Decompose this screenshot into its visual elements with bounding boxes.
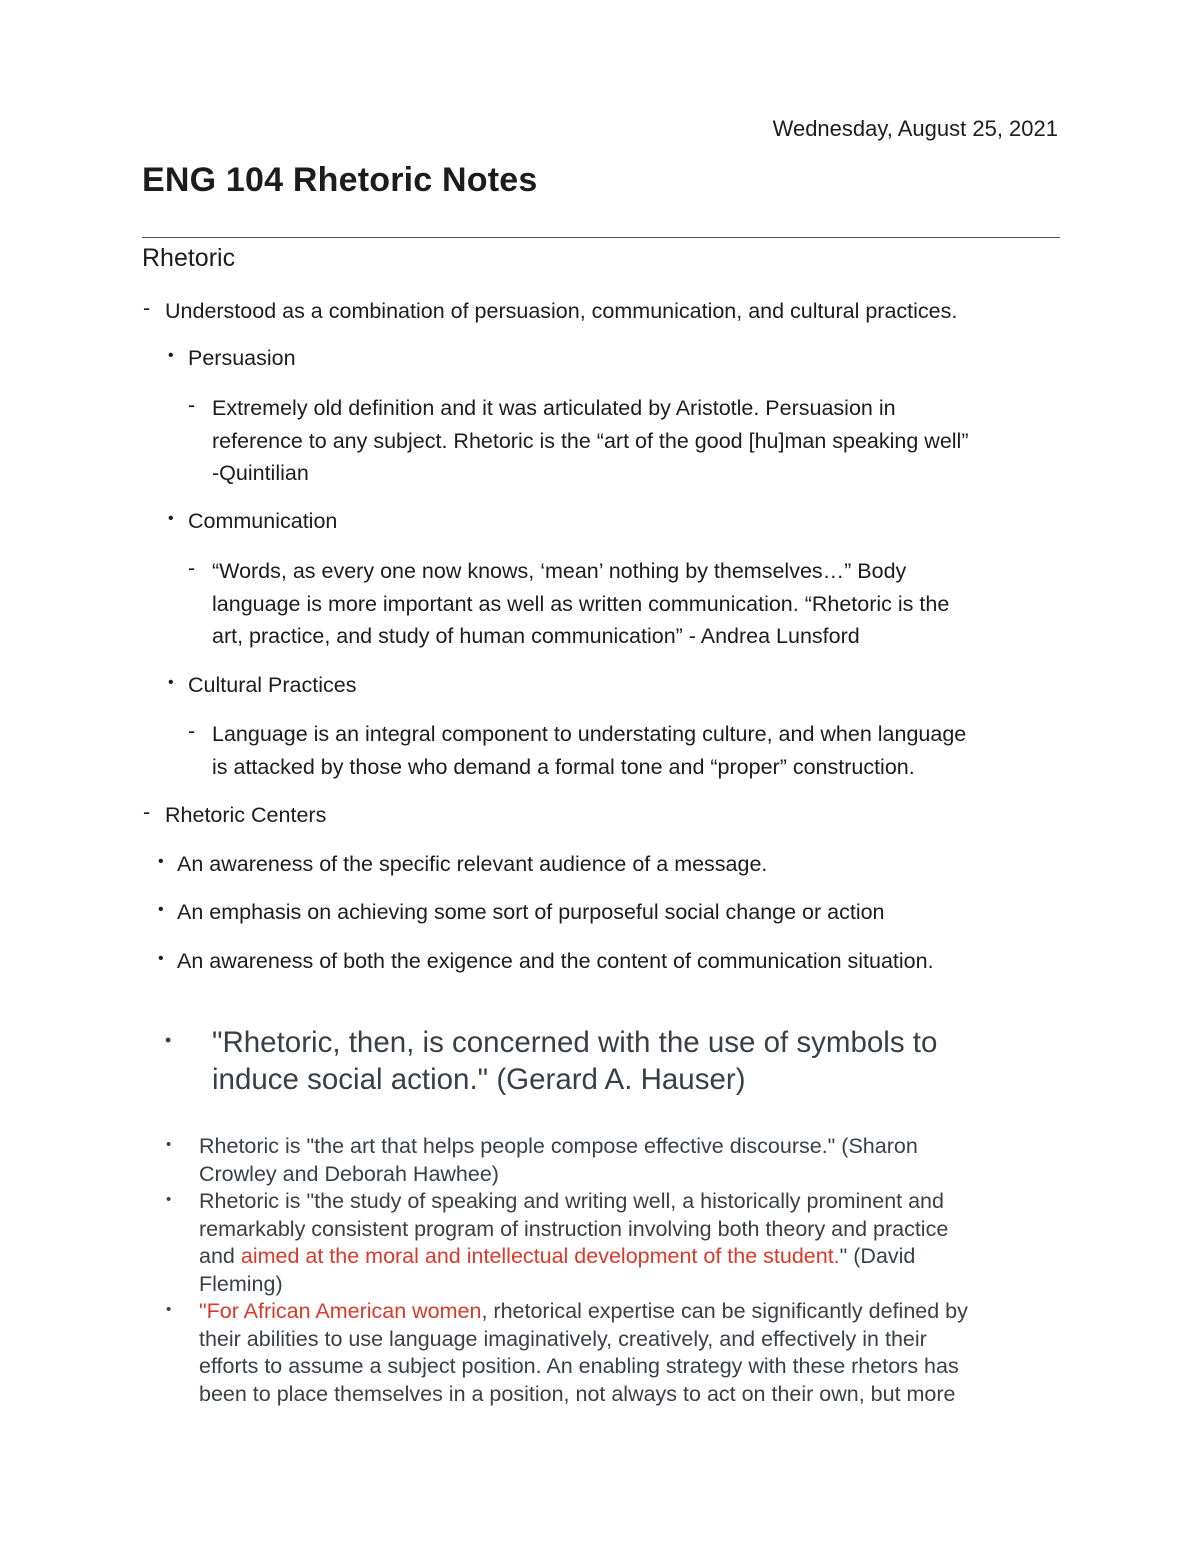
african-quote-line bbox=[199, 1298, 968, 1326]
cultural-line: is attacked by those who demand a formal tone and “proper” construction. bbox=[212, 754, 915, 779]
african-quote-line: their abilities to use language imaginatively, creatively, and effectively in their bbox=[199, 1326, 927, 1351]
hauser-quote bbox=[212, 1025, 937, 1098]
fleming-quote-line: Fleming) bbox=[199, 1271, 283, 1296]
communication-line: language is more important as well as written communication. “Rhetoric is the bbox=[212, 591, 950, 616]
persuasion-line: Extremely old definition and it was articulated by Aristotle. Persuasion in bbox=[212, 396, 896, 420]
dot-bullet: • bbox=[166, 1301, 172, 1318]
persuasion-line: reference to any subject. Rhetoric is the “art of the good [hu]man speaking well” bbox=[212, 428, 969, 453]
dot-bullet: • bbox=[158, 901, 164, 918]
dot-bullet: • bbox=[165, 1030, 172, 1050]
hauser-quote-line: induce social action." (Gerard A. Hauser) bbox=[212, 1062, 746, 1096]
fleming-quote-line bbox=[199, 1243, 915, 1271]
persuasion-line: -Quintilian bbox=[212, 461, 309, 485]
note-date: Wednesday, August 25, 2021 bbox=[772, 116, 1058, 141]
center-item: An awareness of both the exigence and the content of communication situation. bbox=[177, 949, 934, 973]
crowley-quote-line: Crowley and Deborah Hawhee) bbox=[199, 1161, 499, 1186]
persuasion-label: Persuasion bbox=[188, 346, 296, 370]
african-text: , rhetorical expertise can be significantly defined by bbox=[481, 1299, 968, 1323]
dot-bullet: • bbox=[158, 950, 164, 967]
dash-bullet: - bbox=[188, 556, 196, 580]
section-heading: Rhetoric bbox=[142, 244, 236, 272]
dot-bullet: • bbox=[166, 1136, 172, 1153]
cultural-label: Cultural Practices bbox=[188, 673, 357, 697]
communication-label: Communication bbox=[188, 509, 338, 533]
dot-bullet: • bbox=[168, 347, 174, 364]
fleming-highlight: aimed at the moral and intellectual development of the student. bbox=[240, 1244, 840, 1268]
crowley-quote-line: Rhetoric is "the art that helps people compose effective discourse." (Sharon bbox=[199, 1134, 918, 1158]
dash-bullet: - bbox=[143, 800, 151, 824]
african-quote-line: been to place themselves in a position, not always to act on their own, but more bbox=[199, 1381, 956, 1406]
dash-bullet: - bbox=[143, 296, 151, 320]
fleming-quote-line: remarkably consistent program of instruction involving both theory and practice bbox=[199, 1216, 949, 1241]
dot-bullet: • bbox=[166, 1191, 172, 1208]
centers-label: Rhetoric Centers bbox=[165, 803, 327, 827]
dot-bullet: • bbox=[168, 510, 174, 527]
fleming-text: and bbox=[199, 1244, 241, 1268]
center-item: An emphasis on achieving some sort of purposeful social change or action bbox=[177, 900, 885, 924]
page-title: ENG 104 Rhetoric Notes bbox=[142, 161, 538, 199]
fleming-text: " (David bbox=[839, 1244, 916, 1268]
african-highlight: "For African American women bbox=[199, 1299, 482, 1323]
cultural-line: Language is an integral component to understating culture, and when language bbox=[212, 722, 967, 746]
fleming-quote-line: Rhetoric is "the study of speaking and writing well, a historically prominent and bbox=[199, 1189, 944, 1213]
dash-bullet: - bbox=[188, 719, 196, 743]
dot-bullet: • bbox=[168, 674, 174, 691]
dot-bullet: • bbox=[158, 853, 164, 870]
communication-line: “Words, as every one now knows, ‘mean’ nothing by themselves…” Body bbox=[212, 559, 907, 583]
title-divider bbox=[142, 237, 1060, 238]
african-quote-line: efforts to assume a subject position. An enabling strategy with these rhetors has bbox=[199, 1354, 959, 1378]
communication-line: art, practice, and study of human communication” - Andrea Lunsford bbox=[212, 624, 860, 648]
dash-bullet: - bbox=[188, 393, 196, 417]
intro-text: Understood as a combination of persuasion, communication, and cultural practices. bbox=[165, 299, 958, 323]
hauser-quote-line: "Rhetoric, then, is concerned with the use of symbols to bbox=[212, 1026, 938, 1059]
center-item: An awareness of the specific relevant audience of a message. bbox=[177, 852, 768, 876]
